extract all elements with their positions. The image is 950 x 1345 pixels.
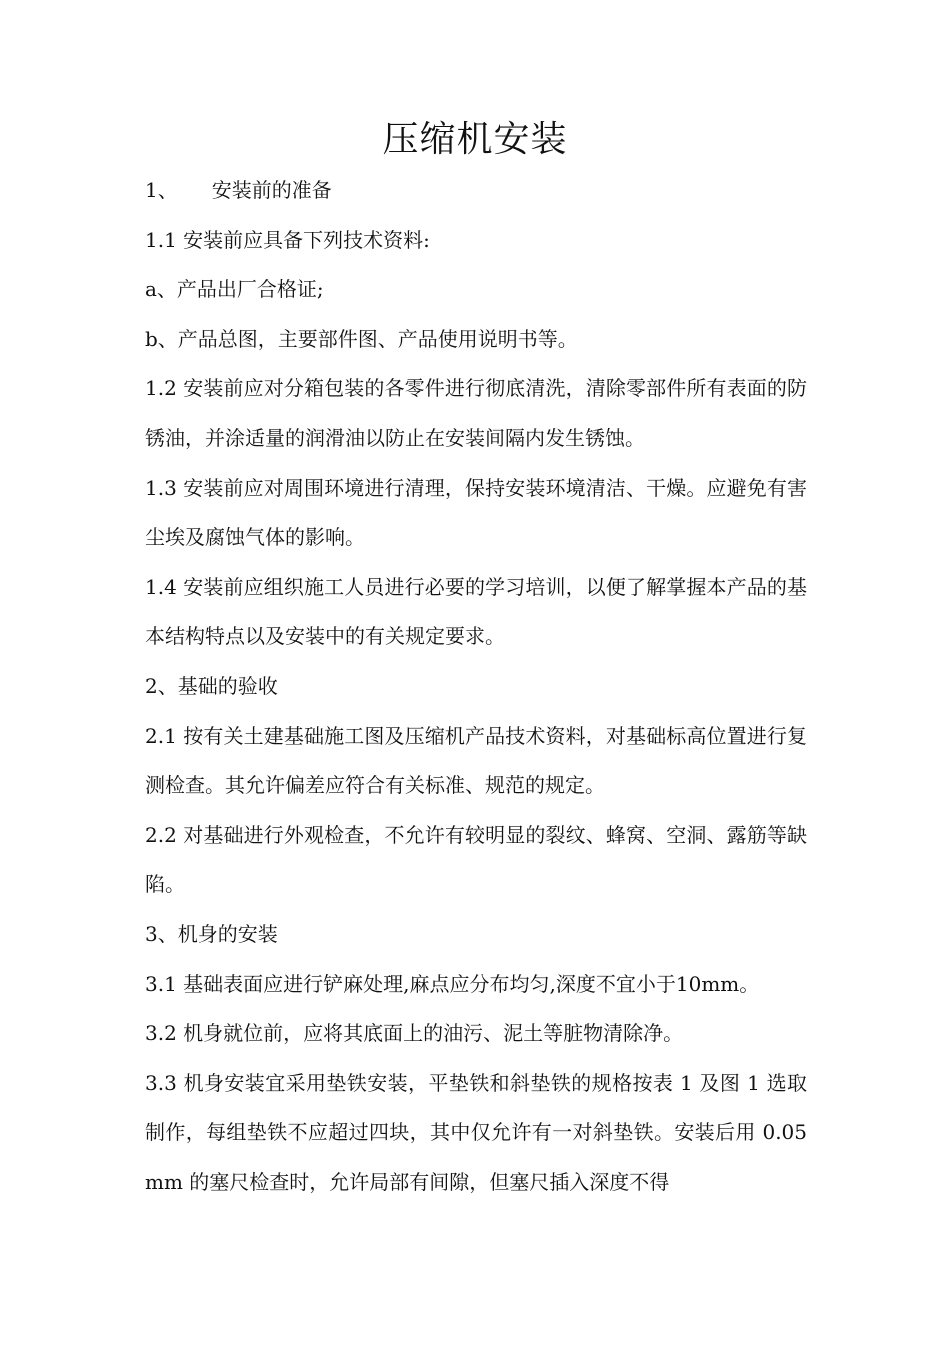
paragraph-2-2: 2.2 对基础进行外观检查，不允许有较明显的裂纹、蜂窝、空洞、露筋等缺陷。 [145,822,807,897]
section-heading-2: 2、基础的验收 [145,673,278,698]
section-heading-1 [145,166,807,216]
paragraph-3-3: 3.3 机身安装宜采用垫铁安装，平垫铁和斜垫铁的规格按表 1 及图 1 选取制作，每组垫铁不应超过四块，其中仅允许有一对斜垫铁。安装后用 0.05mm 的塞尺检查时，允许局部有间隙，但塞尺插入深度不得 [145,1070,807,1194]
paragraph-1-3: 1.3 安装前应对周围环境进行清理，保持安装环境清洁、干燥。应避免有害尘埃及腐蚀气体的影响。 [145,475,807,550]
paragraph-2-1: 2.1 按有关土建基础施工图及压缩机产品技术资料，对基础标高位置进行复测检查。其允许偏差应符合有关标准、规范的规定。 [145,723,807,798]
paragraph-1-1: 1.1 安装前应具备下列技术资料: [145,227,430,252]
section-heading-text: 安装前的准备 [211,178,332,202]
section-number: 1、 [145,178,178,202]
page-title: 压缩机安装 [382,119,568,160]
list-item-a: a、产品出厂合格证; [145,277,324,302]
paragraph-3-1: 3.1 基础表面应进行铲麻处理,麻点应分布均匀,深度不宜小于10mm。 [145,971,760,996]
paragraph-1-2: 1.2 安装前应对分箱包装的各零件进行彻底清洗，清除零部件所有表面的防锈油，并涂适量的润滑油以防止在安装间隔内发生锈蚀。 [145,376,807,450]
document-body [145,166,807,1207]
paragraph-3-2: 3.2 机身就位前，应将其底面上的油污、泥土等脏物清除净。 [145,1021,684,1046]
paragraph-1-4: 1.4 安装前应组织施工人员进行必要的学习培训，以便了解掌握本产品的基本结构特点以及安装中的有关规定要求。 [145,574,807,649]
section-heading-3: 3、机身的安装 [145,921,278,946]
list-item-b: b、产品总图，主要部件图、产品使用说明书等。 [145,326,578,351]
